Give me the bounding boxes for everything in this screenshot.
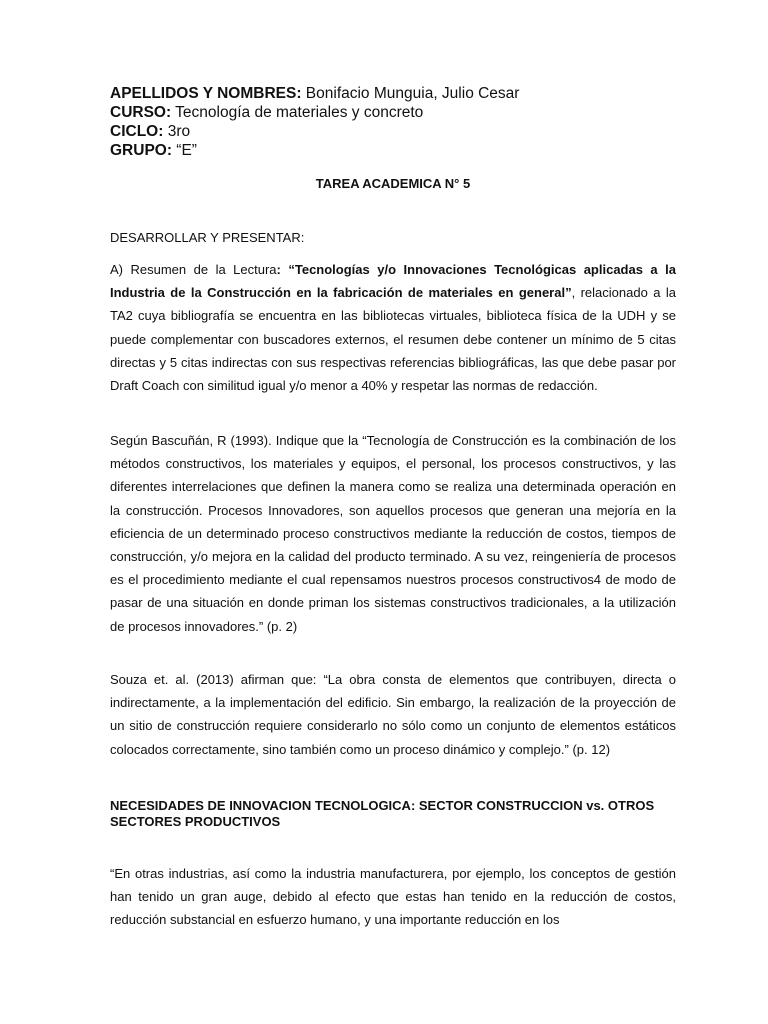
student-info bbox=[110, 84, 676, 160]
paragraph-otras-industrias: “En otras industrias, así como la industria manufacturera, por ejemplo, los conceptos de gestión han tenido un gran auge, debido al efecto que estas han tenido en la reducción de costos, reducción substancial en esfuerzo humano, y una importante reducción en los bbox=[110, 866, 676, 928]
name-line: APELLIDOS Y NOMBRES: Bonifacio Munguia, Julio Cesar bbox=[110, 85, 520, 102]
paragraph-bascunan: Según Bascuñán, R (1993). Indique que la “Tecnología de Construcción es la combinación de los métodos constructivos, los materiales y equipos, el personal, los procesos constructivos, y las diferentes interrelaciones que definen la manera como se realiza una determinada operación en la construcción. Procesos Innovadores, son aquellos procesos que generan una mejoría en la eficiencia de un determinado proceso constructivos mediante la reducción de costos, tiempos de construcción, y/o mejora en la calidad del producto terminado. A su vez, reingeniería de procesos es el procedimiento mediante el cual repensamos nuestros procesos constructivos4 de modo de pasar de una situación en donde priman los sistemas constructivos tradicionales, a la utilización de procesos innovadores.” (p. 2) bbox=[110, 433, 676, 634]
instruction-text: DESARROLLAR Y PRESENTAR: bbox=[110, 230, 305, 245]
section-heading: NECESIDADES DE INNOVACION TECNOLOGICA: SECTOR CONSTRUCCION vs. OTROS SECTORES PRODUCTIVOS bbox=[110, 798, 655, 829]
cycle-line: CICLO: 3ro bbox=[110, 123, 191, 140]
document-title: TAREA ACADEMICA N° 5 bbox=[315, 176, 471, 191]
group-line: GRUPO: “E” bbox=[110, 142, 197, 159]
course-line: CURSO: Tecnología de materiales y concreto bbox=[110, 104, 424, 121]
paragraph-souza: Souza et. al. (2013) afirman que: “La obra consta de elementos que contribuyen, directa o indirectamente, a la implementación del edificio. Sin embargo, la realización de la proyección de un sitio de construcción requiere considerarlo no sólo como un conjunto de elementos estáticos colocados correctamente, sino también como un proceso dinámico y complejo.” (p. 12) bbox=[110, 672, 676, 757]
section-a-paragraph: A) Resumen de la Lectura: “Tecnologías y/o Innovaciones Tecnológicas aplicadas a la Industria de la Construcción en la fabricación de materiales en general”, relacionado a la TA2 cuya bibliografía se encuentra en las bibliotecas virtuales, biblioteca física de la UDH y se puede complementar con buscadores externos, el resumen debe contener un mínimo de 5 citas directas y 5 citas indirectas con sus respectivas referencias bibliográficas, las que debe pasar por Draft Coach con similitud igual y/o menor a 40% y respetar las normas de redacción. bbox=[110, 262, 676, 394]
